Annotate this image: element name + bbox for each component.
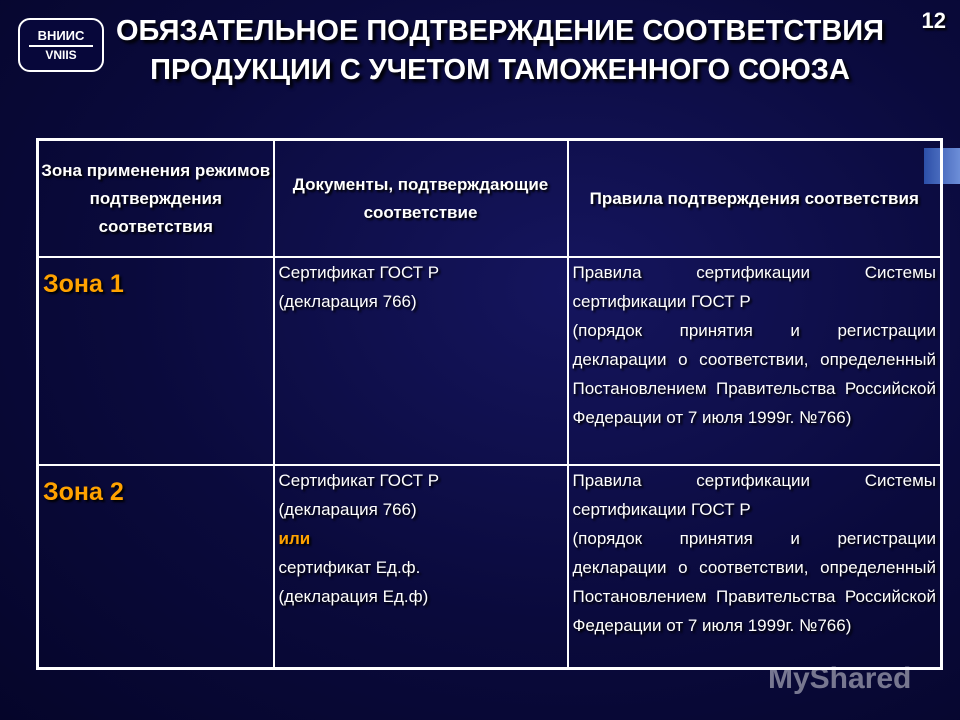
zone-label: Зона 2 xyxy=(43,478,124,506)
rules-cell xyxy=(568,257,942,465)
header-rules: Правила подтверждения соответствия xyxy=(568,140,942,258)
slide-number: 12 xyxy=(921,8,946,33)
rules-line: Правила сертификации Системы сертификации ГОСТ Р xyxy=(572,471,936,519)
document-or: или xyxy=(278,529,311,548)
document-line: (декларация Ед.ф) xyxy=(278,587,429,606)
documents-cell xyxy=(274,465,568,669)
zone-cell xyxy=(38,465,274,669)
logo-divider xyxy=(29,45,93,47)
rules-line: Правила сертификации Системы сертификации ГОСТ Р xyxy=(572,263,936,311)
slide-title: ОБЯЗАТЕЛЬНОЕ ПОДТВЕРЖДЕНИЕ СООТВЕТСТВИЯ ПРОДУКЦИИ С УЧЕТОМ ТАМОЖЕННОГО СОЮЗА xyxy=(116,15,884,86)
zone-label: Зона 1 xyxy=(43,270,124,298)
header-zone: Зона применения режимов подтверждения соответствия xyxy=(38,140,274,258)
document-line: Сертификат ГОСТ Р xyxy=(278,263,440,282)
document-line: (декларация 766) xyxy=(278,292,417,311)
document-line: (декларация 766) xyxy=(278,500,417,519)
document-line: сертификат Ед.ф. xyxy=(278,558,421,577)
document-line: Сертификат ГОСТ Р xyxy=(278,471,440,490)
table-row xyxy=(38,465,942,669)
logo-line-2: VNIIS xyxy=(45,47,77,62)
documents-cell xyxy=(274,257,568,465)
watermark: MyShared xyxy=(768,662,912,695)
conformity-table xyxy=(36,138,943,670)
table-header-row xyxy=(38,140,942,258)
rules-line: (порядок принятия и регистрации декларации о соответствии, определенный Постановлением Правительства Российской Федерации от 7 июля 1999г. №766) xyxy=(572,321,936,427)
rules-cell xyxy=(568,465,942,669)
zone-cell xyxy=(38,257,274,465)
rules-line: (порядок принятия и регистрации декларации о соответствии, определенный Постановлением Правительства Российской Федерации от 7 июля 1999г. №766) xyxy=(572,529,936,635)
table-row xyxy=(38,257,942,465)
logo-line-1: ВНИИС xyxy=(37,27,85,43)
vniis-logo xyxy=(18,18,104,72)
header-documents: Документы, подтверждающие соответствие xyxy=(274,140,568,258)
